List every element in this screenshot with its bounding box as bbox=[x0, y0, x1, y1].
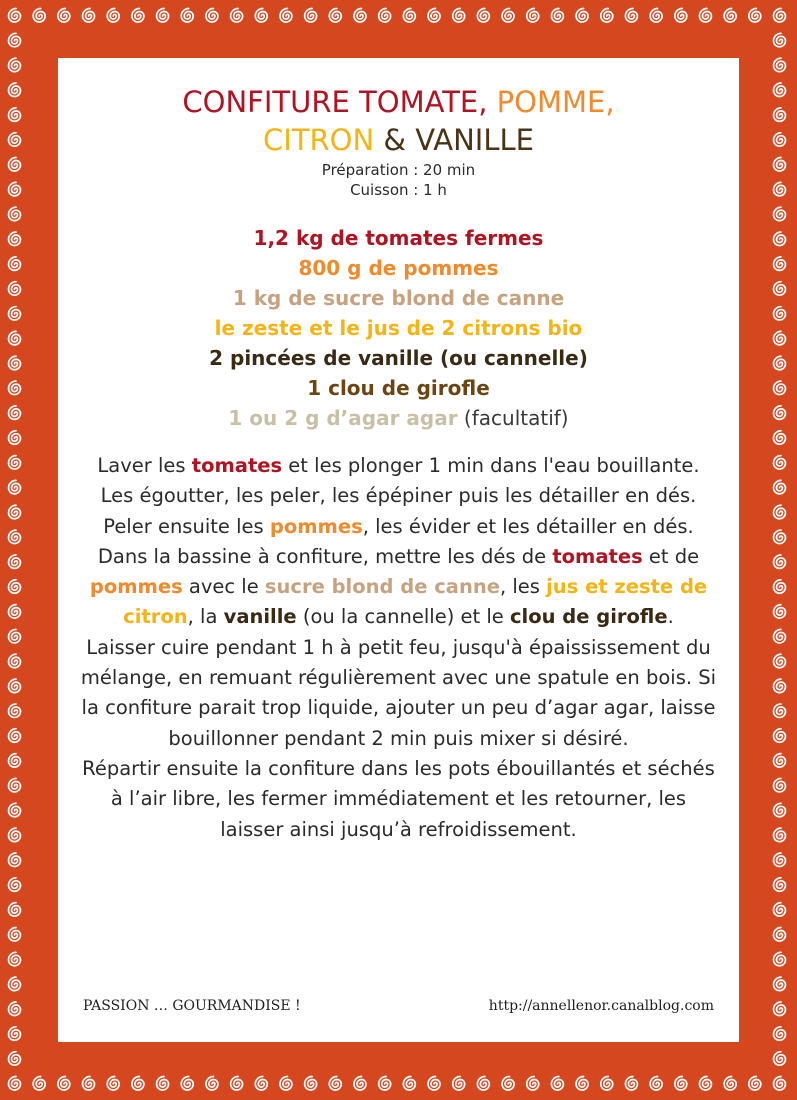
spiral-ornament bbox=[769, 675, 793, 699]
highlight-vanille: vanille bbox=[223, 605, 297, 629]
spiral-ornament bbox=[4, 4, 28, 28]
spiral-ornament bbox=[4, 948, 28, 972]
highlight-pommes: pommes bbox=[89, 575, 183, 599]
footer bbox=[83, 998, 714, 1018]
footer-url: http://annellenor.canalblog.com bbox=[488, 998, 714, 1014]
spiral-ornament bbox=[4, 650, 28, 674]
spiral-ornament bbox=[769, 873, 793, 897]
spiral-ornament bbox=[4, 600, 28, 624]
ingredient-vanille: 2 pincées de vanille (ou cannelle) bbox=[209, 346, 588, 370]
spiral-ornament bbox=[498, 4, 522, 28]
spiral-ornament bbox=[78, 4, 102, 28]
spiral-ornament bbox=[769, 824, 793, 848]
spiral-ornament bbox=[769, 699, 793, 723]
spiral-ornament bbox=[275, 1072, 299, 1096]
spiral-ornament bbox=[720, 1072, 744, 1096]
spiral-ornament bbox=[621, 1072, 645, 1096]
spiral-ornament bbox=[720, 4, 744, 28]
step-3 bbox=[80, 542, 717, 633]
spiral-ornament bbox=[424, 1072, 448, 1096]
spiral-ornament bbox=[769, 526, 793, 550]
recipe-card bbox=[58, 58, 739, 1042]
ingredient-sucre: 1 kg de sucre blond de canne bbox=[232, 286, 565, 310]
spiral-ornament bbox=[769, 749, 793, 773]
step-text: , les évider et les détailler en dés. bbox=[362, 514, 694, 538]
spiral-ornament bbox=[4, 699, 28, 723]
spiral-ornament bbox=[4, 501, 28, 525]
spiral-ornament bbox=[4, 153, 28, 177]
spiral-ornament bbox=[448, 4, 472, 28]
spiral-ornament bbox=[646, 4, 670, 28]
spiral-ornament bbox=[547, 1072, 571, 1096]
title-part-vanille: & VANILLE bbox=[374, 123, 534, 157]
spiral-ornament bbox=[374, 4, 398, 28]
spiral-ornament bbox=[201, 1072, 225, 1096]
spiral-ornament bbox=[769, 153, 793, 177]
spiral-ornament bbox=[769, 103, 793, 127]
spiral-ornament bbox=[522, 1072, 546, 1096]
spiral-ornament bbox=[596, 1072, 620, 1096]
ingredient-agar-note: (facultatif) bbox=[457, 406, 569, 430]
spiral-ornament bbox=[769, 997, 793, 1021]
spiral-ornament bbox=[769, 898, 793, 922]
spiral-ornament bbox=[769, 401, 793, 425]
spiral-ornament bbox=[349, 4, 373, 28]
spiral-ornament bbox=[4, 352, 28, 376]
spiral-ornament bbox=[325, 1072, 349, 1096]
spiral-ornament bbox=[4, 203, 28, 227]
spiral-ornament bbox=[78, 1072, 102, 1096]
spiral-ornament bbox=[572, 4, 596, 28]
spiral-ornament bbox=[4, 973, 28, 997]
recipe-steps bbox=[80, 451, 717, 845]
spiral-ornament bbox=[769, 426, 793, 450]
spiral-ornament bbox=[4, 103, 28, 127]
spiral-ornament bbox=[769, 54, 793, 78]
spiral-ornament bbox=[769, 625, 793, 649]
highlight-sucre: sucre blond de canne bbox=[264, 575, 500, 599]
spiral-ornament bbox=[4, 799, 28, 823]
step-text: avec le bbox=[182, 575, 265, 599]
spiral-ornament bbox=[399, 1072, 423, 1096]
spiral-ornament bbox=[4, 848, 28, 872]
spiral-ornament bbox=[769, 327, 793, 351]
spiral-ornament bbox=[4, 1072, 28, 1096]
spiral-ornament bbox=[4, 476, 28, 500]
spiral-ornament bbox=[349, 1072, 373, 1096]
spiral-ornament bbox=[4, 997, 28, 1021]
spiral-ornament bbox=[769, 178, 793, 202]
spiral-ornament bbox=[596, 4, 620, 28]
spiral-ornament bbox=[4, 824, 28, 848]
spiral-ornament bbox=[769, 252, 793, 276]
spiral-ornament bbox=[53, 4, 77, 28]
spiral-ornament bbox=[769, 973, 793, 997]
spiral-ornament bbox=[769, 228, 793, 252]
step-1 bbox=[80, 451, 717, 512]
spiral-ornament bbox=[251, 1072, 275, 1096]
spiral-ornament bbox=[4, 327, 28, 351]
spiral-ornament bbox=[4, 898, 28, 922]
spiral-ornament bbox=[769, 724, 793, 748]
spiral-ornament bbox=[769, 352, 793, 376]
spiral-ornament bbox=[4, 377, 28, 401]
recipe-title bbox=[58, 83, 739, 159]
title-part-citron: CITRON bbox=[263, 123, 375, 157]
spiral-ornament bbox=[769, 501, 793, 525]
spiral-ornament bbox=[226, 1072, 250, 1096]
spiral-ornament bbox=[522, 4, 546, 28]
spiral-ornament bbox=[4, 575, 28, 599]
step-2 bbox=[80, 512, 717, 542]
spiral-ornament bbox=[4, 774, 28, 798]
spiral-ornament bbox=[177, 1072, 201, 1096]
spiral-ornament bbox=[769, 203, 793, 227]
spiral-ornament bbox=[4, 1047, 28, 1071]
spiral-ornament bbox=[448, 1072, 472, 1096]
spiral-ornament bbox=[498, 1072, 522, 1096]
step-text: Dans la bassine à confiture, mettre les dés de bbox=[97, 544, 553, 568]
spiral-ornament bbox=[53, 1072, 77, 1096]
spiral-ornament bbox=[374, 1072, 398, 1096]
spiral-ornament bbox=[152, 4, 176, 28]
spiral-ornament bbox=[621, 4, 645, 28]
spiral-ornament bbox=[769, 476, 793, 500]
spiral-ornament bbox=[4, 526, 28, 550]
spiral-ornament bbox=[547, 4, 571, 28]
spiral-ornament bbox=[4, 29, 28, 53]
spiral-ornament bbox=[4, 252, 28, 276]
spiral-ornament bbox=[769, 799, 793, 823]
spiral-ornament bbox=[769, 575, 793, 599]
ingredient-citrons: le zeste et le jus de 2 citrons bio bbox=[214, 316, 583, 340]
spiral-ornament bbox=[769, 277, 793, 301]
spiral-ornament bbox=[275, 4, 299, 28]
spiral-ornament bbox=[769, 79, 793, 103]
spiral-ornament bbox=[103, 4, 127, 28]
spiral-ornament bbox=[325, 4, 349, 28]
highlight-citron: jus et zeste de citron bbox=[123, 575, 708, 629]
step-text: . bbox=[667, 605, 674, 629]
spiral-ornament bbox=[769, 1022, 793, 1046]
spiral-ornament bbox=[473, 1072, 497, 1096]
spiral-ornament bbox=[769, 848, 793, 872]
highlight-tomates: tomates bbox=[552, 544, 643, 568]
spiral-ornament bbox=[670, 4, 694, 28]
spiral-ornament bbox=[4, 54, 28, 78]
spiral-ornament bbox=[769, 377, 793, 401]
spiral-ornament bbox=[4, 426, 28, 450]
ingredient-girofle: 1 clou de girofle bbox=[307, 376, 490, 400]
spiral-ornament bbox=[769, 923, 793, 947]
highlight-tomates: tomates bbox=[191, 454, 283, 477]
spiral-ornament bbox=[424, 4, 448, 28]
step-text: (ou la cannelle) et le bbox=[296, 605, 510, 629]
spiral-ornament bbox=[769, 600, 793, 624]
spiral-ornament bbox=[4, 923, 28, 947]
spiral-ornament bbox=[4, 675, 28, 699]
spiral-ornament bbox=[769, 29, 793, 53]
step-text: et de bbox=[642, 544, 700, 568]
spiral-ornament bbox=[29, 1072, 53, 1096]
spiral-ornament bbox=[300, 4, 324, 28]
step-text: Peler ensuite les bbox=[103, 514, 270, 538]
spiral-ornament bbox=[769, 302, 793, 326]
spiral-ornament bbox=[4, 128, 28, 152]
step-text: et les plonger 1 min dans l'eau bouillante. Les égoutter, les peler, les épépiner puis les détailler en dés. bbox=[100, 454, 700, 508]
ingredient-agar bbox=[58, 403, 739, 433]
highlight-girofle: clou de girofle bbox=[509, 605, 668, 629]
spiral-ornament bbox=[399, 4, 423, 28]
preparation-time: Préparation : 20 min bbox=[321, 161, 476, 179]
spiral-ornament bbox=[769, 128, 793, 152]
recipe-times bbox=[58, 160, 739, 200]
spiral-ornament bbox=[769, 1047, 793, 1071]
spiral-ornament bbox=[251, 4, 275, 28]
spiral-ornament bbox=[572, 1072, 596, 1096]
highlight-pommes: pommes bbox=[269, 514, 363, 538]
spiral-ornament bbox=[744, 4, 768, 28]
spiral-ornament bbox=[769, 451, 793, 475]
spiral-ornament bbox=[152, 1072, 176, 1096]
title-part-pomme: POMME, bbox=[496, 85, 615, 119]
spiral-ornament bbox=[4, 724, 28, 748]
step-text: , la bbox=[187, 605, 224, 629]
spiral-ornament bbox=[670, 1072, 694, 1096]
spiral-ornament bbox=[4, 302, 28, 326]
spiral-ornament bbox=[769, 1072, 793, 1096]
spiral-ornament bbox=[769, 4, 793, 28]
spiral-ornament bbox=[300, 1072, 324, 1096]
spiral-ornament bbox=[769, 948, 793, 972]
spiral-ornament bbox=[127, 1072, 151, 1096]
spiral-ornament bbox=[646, 1072, 670, 1096]
spiral-ornament bbox=[4, 228, 28, 252]
ingredient-tomates: 1,2 kg de tomates fermes bbox=[253, 226, 544, 250]
spiral-ornament bbox=[103, 1072, 127, 1096]
spiral-ornament bbox=[177, 4, 201, 28]
spiral-ornament bbox=[4, 873, 28, 897]
spiral-ornament bbox=[4, 79, 28, 103]
spiral-ornament bbox=[473, 4, 497, 28]
cooking-time: Cuisson : 1 h bbox=[350, 181, 447, 199]
spiral-ornament bbox=[4, 401, 28, 425]
step-text: Laver les bbox=[97, 454, 192, 477]
title-part-tomate: CONFITURE TOMATE, bbox=[182, 85, 497, 119]
footer-tagline: PASSION … GOURMANDISE ! bbox=[83, 998, 301, 1014]
step-5: Répartir ensuite la confiture dans les pots ébouillantés et séchés à l’air libre, les fermer immédiatement et les retourner, les laisser ainsi jusqu’à refroidissement. bbox=[82, 756, 715, 841]
step-text: , les bbox=[499, 575, 547, 599]
ingredient-pommes: 800 g de pommes bbox=[298, 256, 499, 280]
spiral-ornament bbox=[744, 1072, 768, 1096]
spiral-ornament bbox=[4, 451, 28, 475]
spiral-ornament bbox=[695, 4, 719, 28]
spiral-ornament bbox=[127, 4, 151, 28]
spiral-ornament bbox=[29, 4, 53, 28]
ingredient-agar-label: 1 ou 2 g d’agar agar bbox=[228, 406, 458, 430]
spiral-ornament bbox=[4, 550, 28, 574]
spiral-ornament bbox=[4, 625, 28, 649]
step-4: Laisser cuire pendant 1 h à petit feu, jusqu'à épaississement du mélange, en remuant régulièrement avec une spatule en bois. Si la confiture parait trop liquide, ajouter un peu d’agar agar, laisse bouillonner pendant 2 min puis mixer si désiré. bbox=[80, 635, 717, 750]
spiral-ornament bbox=[4, 749, 28, 773]
spiral-ornament bbox=[4, 178, 28, 202]
spiral-ornament bbox=[4, 277, 28, 301]
spiral-ornament bbox=[4, 1022, 28, 1046]
spiral-ornament bbox=[769, 774, 793, 798]
ingredient-list bbox=[58, 223, 739, 433]
spiral-ornament bbox=[201, 4, 225, 28]
spiral-ornament bbox=[695, 1072, 719, 1096]
spiral-ornament bbox=[769, 650, 793, 674]
spiral-ornament bbox=[769, 550, 793, 574]
spiral-ornament bbox=[226, 4, 250, 28]
